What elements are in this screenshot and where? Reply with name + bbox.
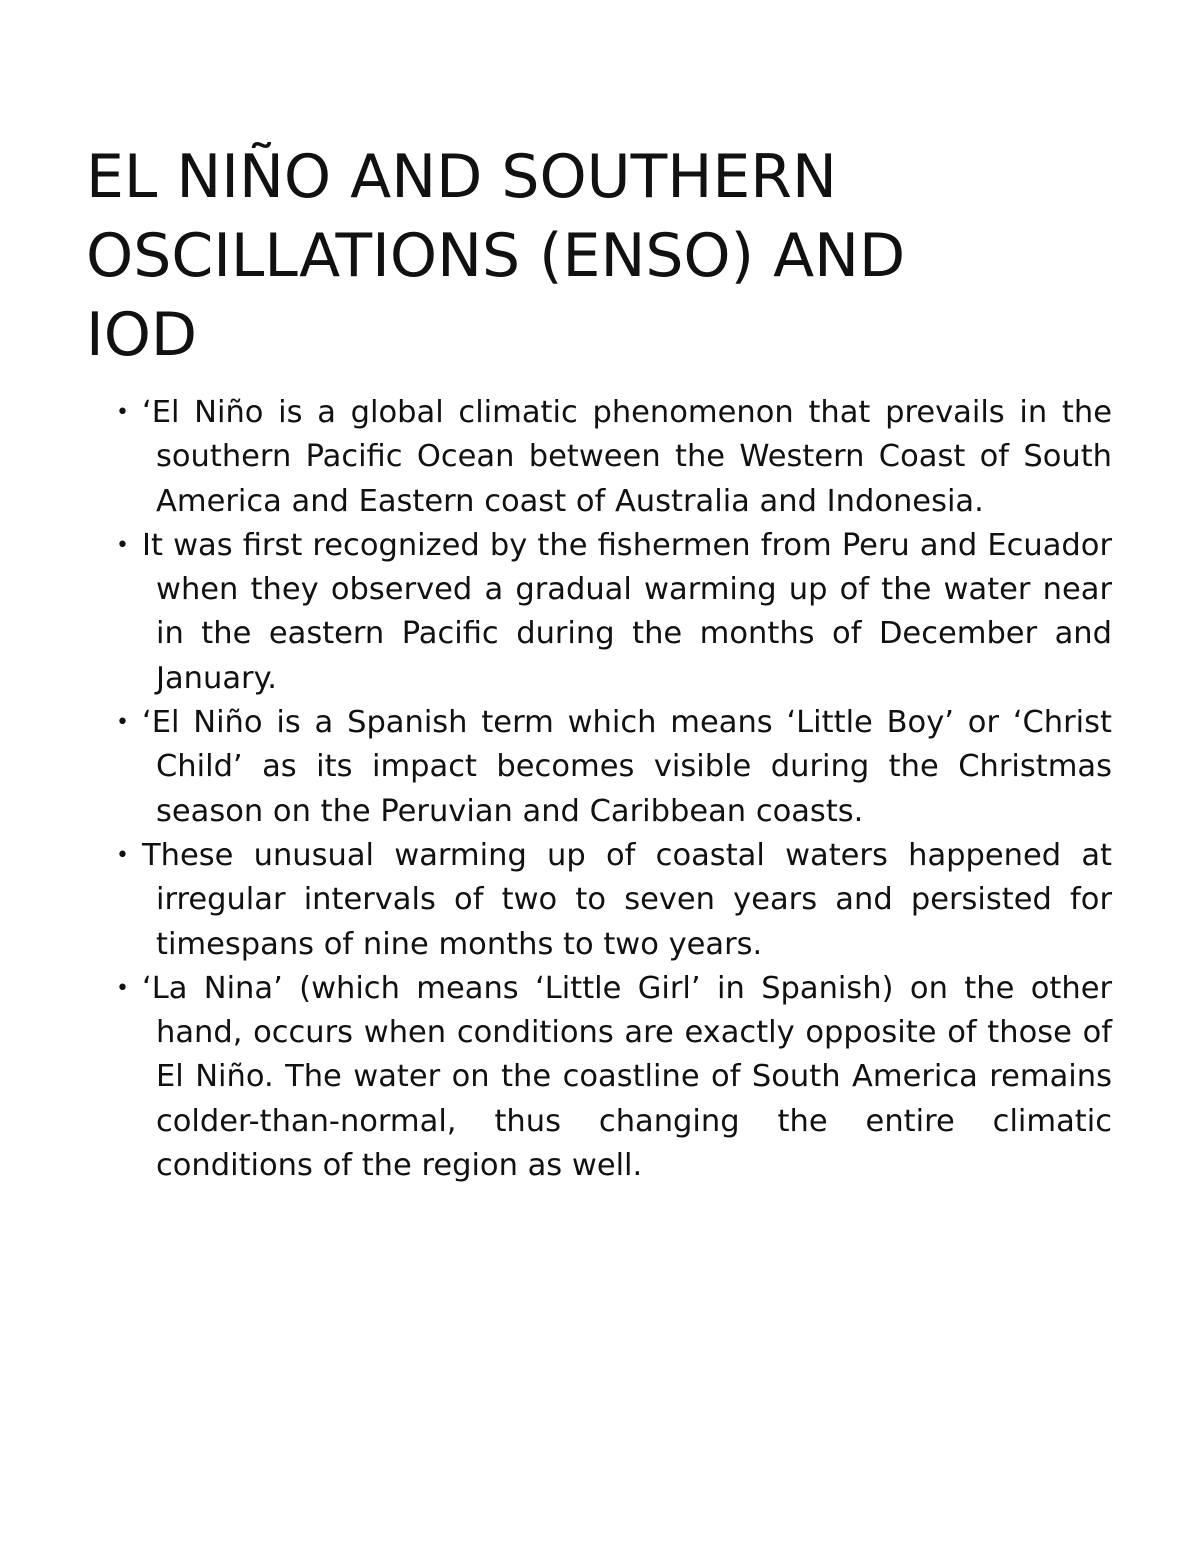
bullet-icon: •	[116, 710, 129, 736]
list-item	[116, 524, 1112, 701]
title-line-1: EL NIÑO AND SOUTHERN	[86, 142, 837, 212]
bullet-icon: •	[116, 400, 129, 425]
list-item	[116, 834, 1112, 967]
bullet-text: ‘El Niño is a Spanish term which means ‘Little Boy’ or ‘Christ Child’ as its impact becomes visible during the Christmas season on the Peruvian and Caribbean coasts.	[142, 705, 1112, 829]
bullet-icon: •	[116, 975, 129, 1001]
bullet-list	[116, 391, 1112, 1188]
bullet-text: It was first recognized by the fishermen from Peru and Ecuador when they observed a gradual warming up of the water near in the eastern Pacific during the months of December and January.	[142, 527, 1112, 696]
bullet-icon: •	[116, 842, 129, 868]
bullet-text: ‘La Nina’ (which means ‘Little Girl’ in Spanish) on the other hand, occurs when conditions are exactly opposite of those of El Niño. The water on the coastline of South America remains colder-than-normal, thus changing the entire climatic conditions of the region as well.	[142, 970, 1112, 1184]
page-title	[86, 138, 1126, 375]
title-line-3: IOD	[86, 300, 198, 370]
bullet-text: These unusual warming up of coastal waters happened at irregular intervals of two to seven years and persisted for timespans of nine months to two years.	[142, 837, 1112, 962]
list-item	[116, 967, 1112, 1188]
bullet-text: ‘El Niño is a global climatic phenomenon that prevails in the southern Pacific Ocean between the Western Coast of South America and Eastern coast of Australia and Indonesia.	[142, 395, 1112, 519]
list-item	[116, 701, 1112, 834]
list-item	[116, 391, 1112, 524]
bullet-icon: •	[116, 532, 129, 558]
title-line-2: OSCILLATIONS (ENSO) AND	[86, 221, 906, 291]
